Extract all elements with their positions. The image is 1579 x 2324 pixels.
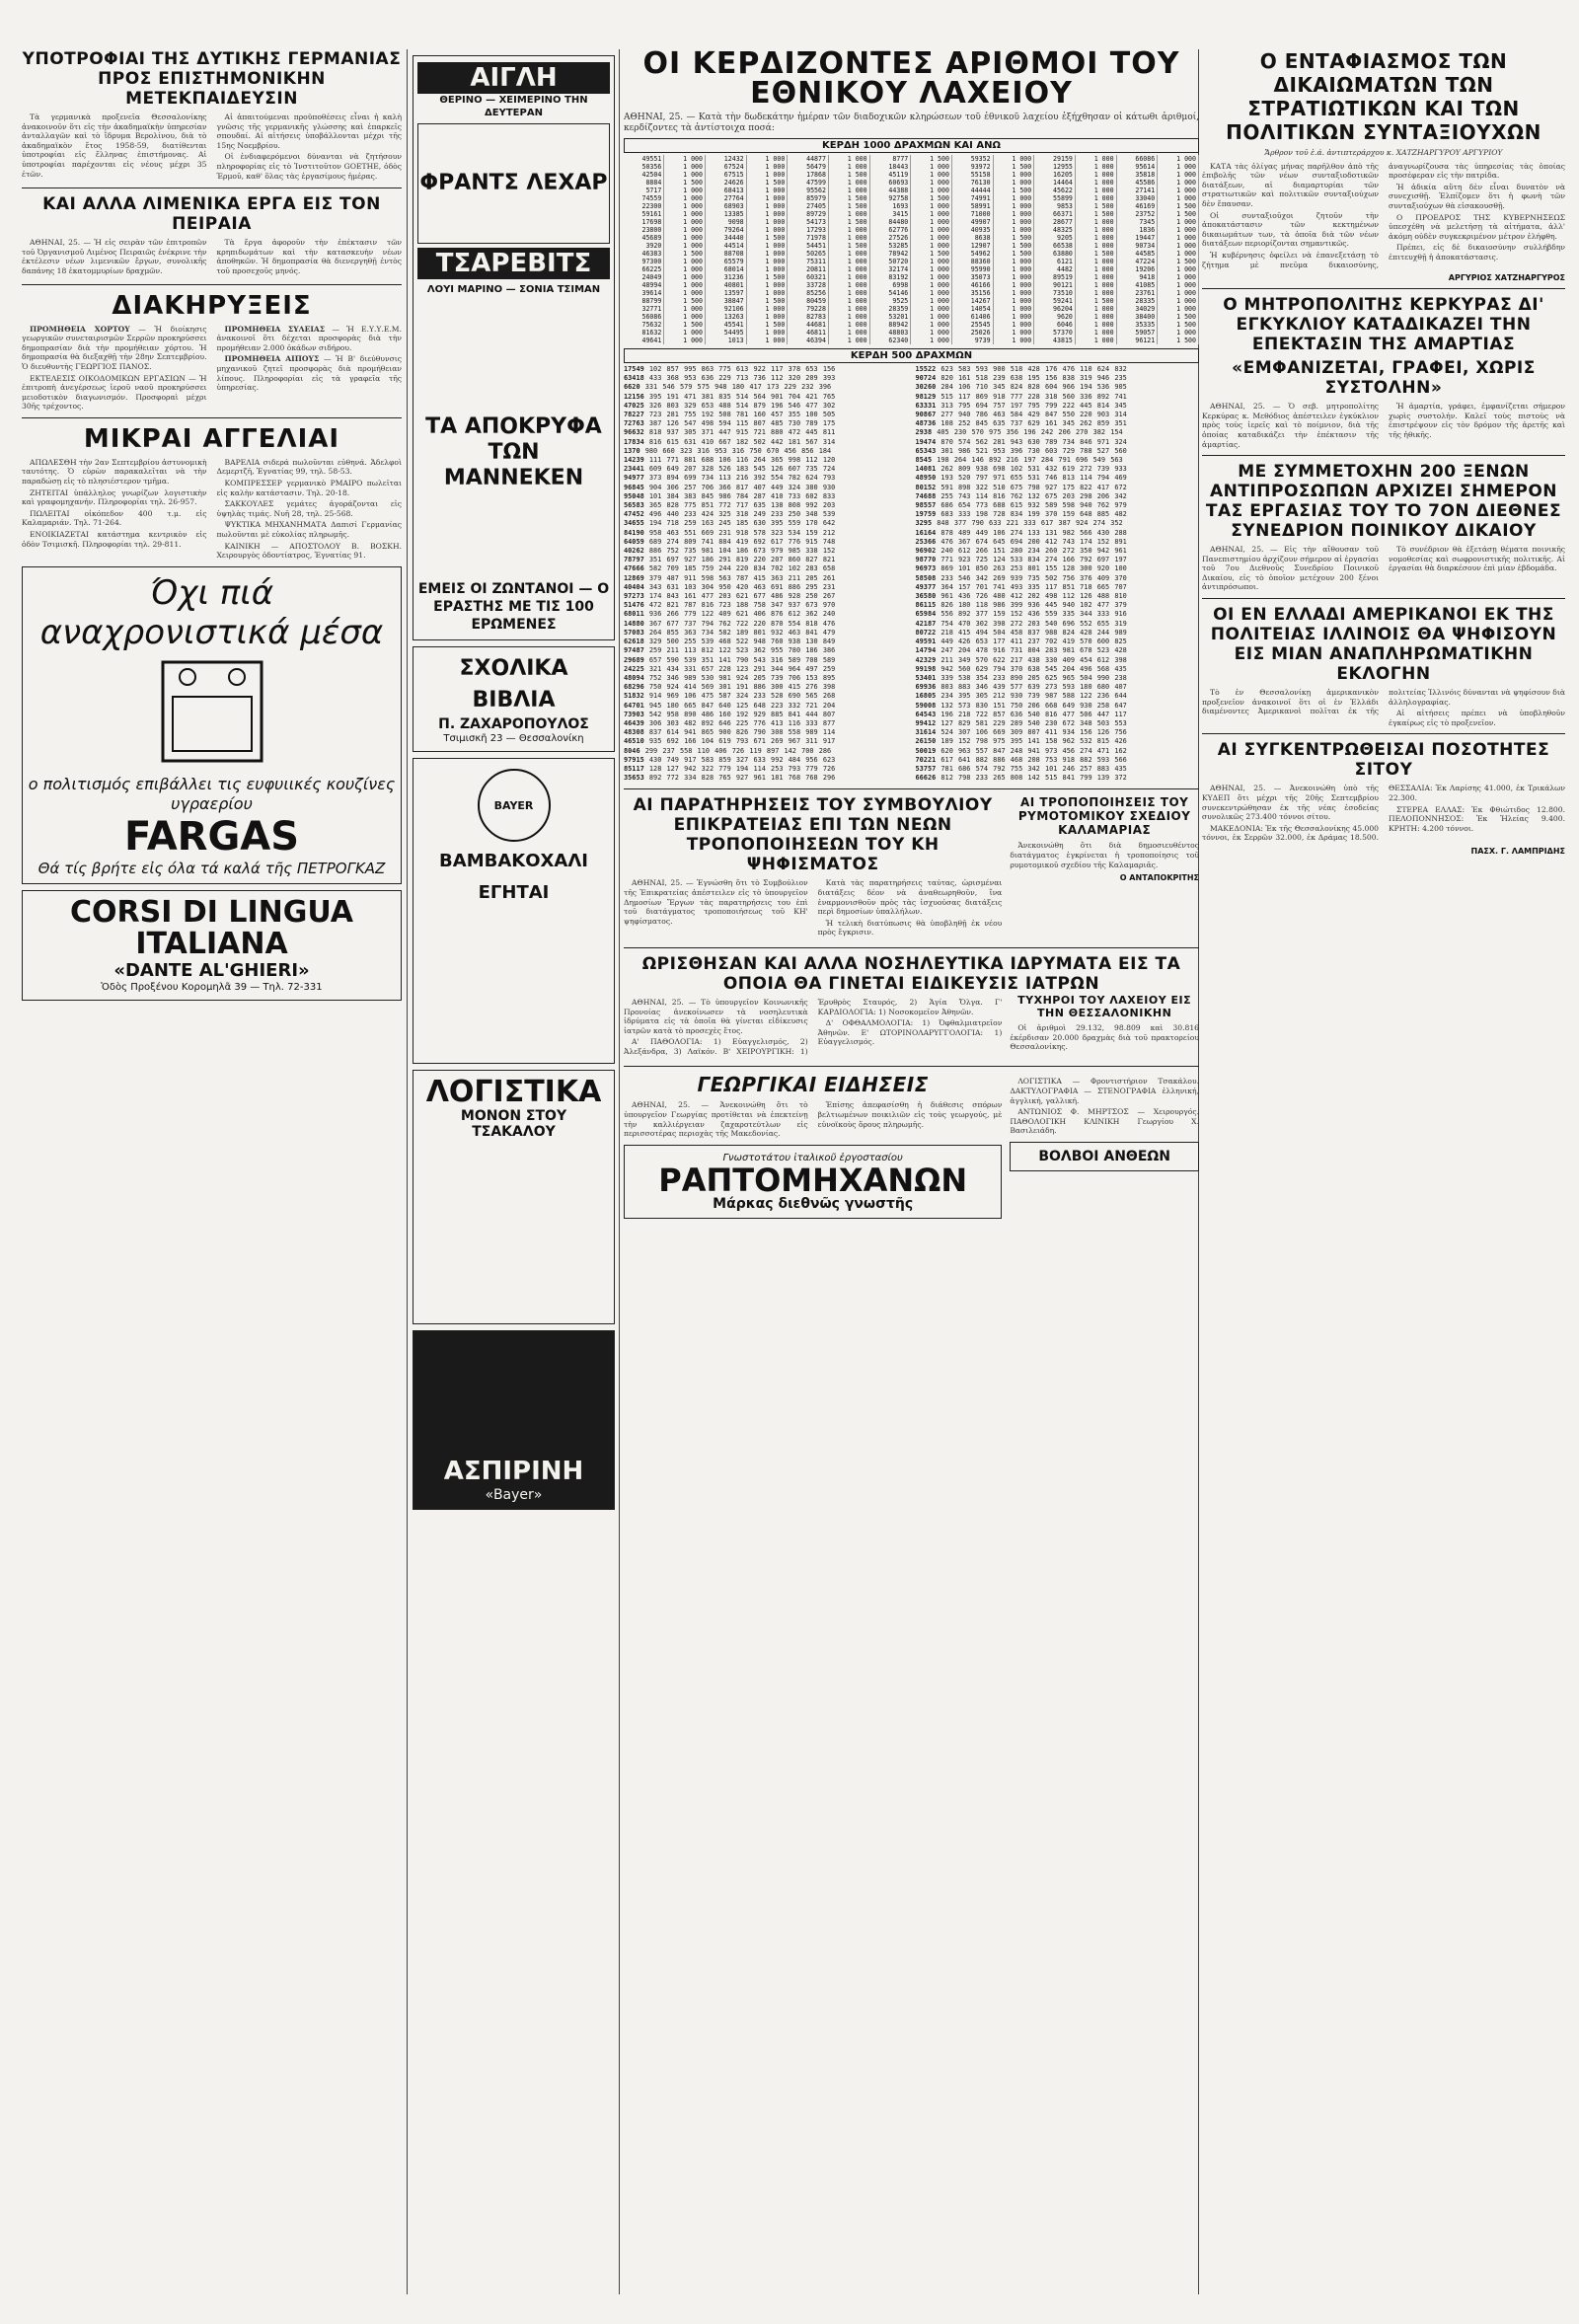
italian-address: Ὁδὸς Προξένου Κορομηλᾶ 39 — Τηλ. 72-331: [101, 981, 323, 993]
article-body: Τὸ ἐν Θεσσαλονίκῃ ἀμερικανικὸν προξενεῖον ἀνακοινοῖ ὅτι οἱ ἐν Ἑλλάδι διαμένοντες Ἀμερικανοὶ πολῖται ἐκ τῆς πολιτείας Ἰλλινόις δύνανται νὰ ψηφίσουν διὰ ἀλληλογραφίας. Αἱ αἰτήσεις πρέπει νὰ ὑποβληθοῦν ἐγκαίρως εἰς τὸ προξενεῖον.: [1202, 688, 1565, 727]
column-rule: [619, 49, 620, 2294]
article-body: ΑΘΗΝΑΙ, 25. — Ἀνεκοινώθη ὅτι τὸ ὑπουργεῖον Γεωργίας προτίθεται νὰ ἐπεκτείνῃ τὴν καλλιέργειαν ζαχαροτεύτλων εἰς περισσοτέρας περιοχὰς τῆς Μακεδονίας. Ἐπίσης ἀπεφασίσθη ἡ διάθεσις σπόρων βελτιωμένων ποικιλιῶν εἰς τοὺς γεωργούς, μὲ εὐνοϊκοὺς ὅρους πληρωμῆς.: [624, 1100, 1003, 1139]
signature: ΠΑΣΧ. Γ. ΛΑΜΠΡΙΔΗΣ: [1470, 847, 1565, 856]
lottery-intro: ΑΘΗΝΑΙ, 25. — Κατὰ τὴν δωδεκάτην ἡμέραν τῶν διαδοχικῶν κληρώσεων τοῦ ἐθνικοῦ λαχείου ἐξήχθησαν οἱ κάτωθι ἀριθμοί, κερδίζοντες τὰ ἀντίστοιχα ποσά:: [624, 112, 1199, 133]
headline-kalamaria: ΑΙ ΤΡΟΠΟΠΟΙΗΣΕΙΣ ΤΟΥ ΡΥΜΟΤΟΜΙΚΟΥ ΣΧΕΔΙΟΥ ΚΑΛΑΜΑΡΙΑΣ: [1017, 795, 1191, 838]
article-body: ΑΘΗΝΑΙ, 25. — Ὁ σεβ. μητροπολίτης Κερκύρας κ. Μεθόδιος ἀπέστειλεν ἐγκύκλιον πρὸς τοὺς ἱερεῖς καὶ τὸ ποίμνιον, διὰ τῆς ὁποίας καταδικάζει τὴν ἐπέκτασιν τῆς ἁμαρτίας. Ἡ ἁμαρτία, γράφει, ἐμφανίζεται σήμερον χωρὶς συστολήν. Καλεῖ τοὺς πιστοὺς νὰ ἐπιστρέψουν εἰς τὸν δρόμον τῆς ἀρετῆς καὶ τῆς ἠθικῆς.: [1202, 402, 1565, 449]
section-announcements: ΔΙΑΚΗΡΥΞΕΙΣ: [112, 290, 312, 321]
italian-title: CORSI DI LINGUA ITALIANA: [69, 894, 353, 961]
headline-metropolitan-quote: «ΕΜΦΑΝΙΖΕΤΑΙ, ΓΡΑΦΕΙ, ΧΩΡΙΣ ΣΥΣΤΟΛΗΝ»: [1232, 358, 1536, 399]
article-body: ΑΘΗΝΑΙ, 25. — Ἐγνώσθη ὅτι τὸ Συμβούλιον τῆς Ἐπικρατείας ἀπέστειλεν εἰς τὸ ὑπουργεῖον Δημοσίων Ἔργων τὰς παρατηρήσεις του ἐπὶ τοῦ διατάγματος τροποποιήσεως τοῦ ΚΗ' ψηφίσματος. Κατὰ τὰς παρατηρήσεις ταύτας, ὡρισμέναι διατάξεις δέον νὰ ἀναθεωρηθοῦν, ἵνα ἐναρμονισθοῦν πρὸς τὰς ἰσχυούσας διατάξεις περὶ δημοσίων ὑπαλλήλων. Ἡ τελικὴ διατύπωσις θὰ ὑποβληθῇ ἐκ νέου πρὸς ἔγκρισιν.: [624, 878, 1003, 937]
fargas-brand: FARGAS: [123, 813, 300, 860]
accounting-subtitle: ΜΟΝΟΝ ΣΤΟΥ ΤΣΑΚΑΛΟΥ: [460, 1108, 567, 1140]
headline-piraeus: ΚΑΙ ΑΛΛΑ ΛΙΜΕΝΙΚΑ ΕΡΓΑ ΕΙΣ ΤΟΝ ΠΕΙΡΑΙΑ: [42, 194, 381, 235]
aspirin-title: ΑΣΠΙΡΙΝΗ: [443, 1457, 584, 1486]
sewing-pre: Γνωστοτάτου ἰταλικοῦ ἐργοστασίου: [722, 1152, 903, 1163]
accounting-ad: [413, 1070, 615, 1324]
books-address: Τσιμισκῆ 23 — Θεσσαλονίκη: [443, 733, 584, 744]
article-body: ΑΘΗΝΑΙ, 25. — Ἀνεκοινώθη ὑπὸ τῆς ΚΥΔΕΠ ὅτι μέχρι τῆς 20ῆς Σεπτεμβρίου συνεκεντρώθησαν ἐκ τῆς νέας ἐσοδείας συνολικῶς 273.400 τόννοι σίτου. ΜΑΚΕΔΟΝΙΑ: Ἐκ τῆς Θεσσαλονίκης 45.000 τόννοι, ἐκ Σερρῶν 32.000, ἐκ Δράμας 18.500. ΘΕΣΣΑΛΙΑ: Ἐκ Λαρίσης 41.000, ἐκ Τρικάλων 22.300. ΣΤΕΡΕΑ ΕΛΛΑΣ: Ἐκ Φθιώτιδος 12.800. ΠΕΛΟΠΟΝΝΗΣΟΣ: Ἐκ Ἠλείας 9.400. ΚΡΗΤΗ: 4.200 τόννοι.: [1202, 784, 1565, 843]
bayer-cross-icon: BAYER: [478, 769, 551, 842]
accounting-title: ΛΟΓΙΣΤΙΚΑ: [425, 1075, 602, 1109]
headline-agriculture: ΓΕΩΡΓΙΚΑΙ ΕΙΔΗΣΕΙΣ: [697, 1073, 929, 1097]
article-body: Οἱ ἀριθμοὶ 29.132, 98.809 καὶ 30.816 ἐκέρδισαν 20.000 δραχμὰς διὰ τοῦ πρακτορείου Θεσσαλονίκης.: [1010, 1022, 1199, 1052]
italian-subtitle: «DANTE AL'GHIERI»: [113, 959, 310, 981]
lottery-headline: ΟΙ ΚΕΡΔΙΖΟΝΤΕΣ ΑΡΙΘΜΟΙ ΤΟΥ ΕΘΝΙΚΟΥ ΛΑΧΕΙΟΥ: [642, 46, 1180, 111]
cinema-title: ΑΙΓΛΗ: [417, 62, 610, 94]
headline-congress: ΜΕ ΣΥΜΜΕΤΟΧΗΝ 200 ΞΕΝΩΝ ΑΝΤΙΠΡΟΣΩΠΩΝ ΑΡΧΙΖΕΙ ΣΗΜΕΡΟΝ ΤΑΣ ΕΡΓΑΣΙΑΣ ΤΟΥ ΤΟ 7ΟΝ ΔΙΕΘΝΕΣ ΣΥΝΕΔΡΙΟΝ ΠΟΙΝΙΚΟΥ ΔΙΚΑΙΟΥ: [1205, 462, 1562, 542]
fargas-tagline: Όχι πιά αναχρονιστικά μέσα: [39, 572, 384, 652]
sewing-sub: Μάρκας διεθνῶς γνωστῆς: [713, 1195, 914, 1212]
cinema-subtitle: ΘΕΡΙΝΟ — ΧΕΙΜΕΡΙΝΟ ΤΗΝ ΔΕΥΤΕΡΑΝ: [439, 95, 588, 118]
headline-metropolitan: Ο ΜΗΤΡΟΠΟΛΙΤΗΣ ΚΕΡΚΥΡΑΣ ΔΙ' ΕΓΚΥΚΛΙΟΥ ΚΑΤΑΔΙΚΑΖΕΙ ΤΗΝ ΕΠΕΚΤΑΣΙΝ ΤΗΣ ΑΜΑΡΤΙΑΣ: [1223, 295, 1544, 355]
sewing-machines-ad: [624, 1145, 1002, 1219]
stove-illustration-icon: [143, 652, 281, 771]
article-body: ΑΘΗΝΑΙ, 25. — Ἡ εἰς σειρὰν τῶν ἐπιτροπῶν τοῦ Ὀργανισμοῦ Λιμένος Πειραιῶς ἐνέκρινε τὴν ἐκτέλεσιν νέων λιμενικῶν ἔργων, συνολικῆς δαπάνης 18 ἑκατομμυρίων δραχμῶν. Τὰ ἔργα ἀφοροῦν τὴν ἐπέκτασιν τῶν κρηπιδωμάτων καὶ τὴν κατασκευὴν νέων ἀποθηκῶν. Ἡ δημοπρασία θὰ διενεργηθῇ ἐντὸς τοῦ προσεχοῦς μηνός.: [22, 238, 402, 275]
books-seller: Π. ΖΑΧΑΡΟΠΟΥΛΟΣ: [438, 716, 589, 732]
signature: Ο ΑΝΤΑΠΟΚΡΙΤΗΣ: [1119, 873, 1199, 883]
article-body: Ἀνεκοινώθη ὅτι διὰ δημοσιευθέντος διατάγματος ἐγκρίνεται ἡ τροποποίησις τοῦ ρυμοτομικοῦ σχεδίου τῆς Καλαμαριᾶς.: [1010, 841, 1199, 869]
article-body: ΑΘΗΝΑΙ, 25. — Εἰς τὴν αἴθουσαν τοῦ Πανεπιστημίου ἀρχίζουν σήμερον αἱ ἐργασίαι τοῦ 7ου Διεθνοῦς Συνεδρίου Ποινικοῦ Δικαίου, εἰς τὸ ὁποῖον μετέχουν 200 ξένοι ἀντιπρόσωποι. Τὸ συνέδριον θὰ ἐξετάσῃ θέματα ποινικῆς νομοθεσίας καὶ σωφρονιστικῆς πολιτικῆς. Αἱ ἐργασίαι θὰ διαρκέσουν ἐπὶ μίαν ἑβδομάδα.: [1202, 545, 1565, 592]
aspirin-brand: «Bayer»: [485, 1487, 543, 1503]
cinema-star: ΦΡΑΝΤΣ ΛΕΧΑΡ: [419, 171, 608, 195]
fargas-ad: [22, 566, 402, 884]
lottery-section-1000: ΚΕΡΔΗ 1000 ΔΡΑΧΜΩΝ ΚΑΙ ΑΝΩ: [624, 138, 1199, 153]
headline-council: ΑΙ ΠΑΡΑΤΗΡΗΣΕΙΣ ΤΟΥ ΣΥΜΒΟΥΛΙΟΥ ΕΠΙΚΡΑΤΕΙΑΣ ΕΠΙ ΤΩΝ ΝΕΩΝ ΤΡΟΠΟΠΟΙΗΣΕΩΝ ΤΟΥ ΚΗ ΨΗΦΙΣΜΑΤΟΣ: [633, 795, 993, 875]
italian-courses-ad: [22, 890, 402, 1001]
section-classifieds: ΜΙΚΡΑΙ ΑΓΓΕΛΙΑΙ: [83, 423, 340, 454]
cinema-aigli-ad: [413, 55, 615, 640]
cinema-cast: ΛΟΥΙ ΜΑΡΙΝΟ — ΣΟΝΙΑ ΤΣΙΜΑΝ: [426, 284, 601, 295]
bayer-ad: [413, 758, 615, 1064]
headline-illinois: ΟΙ ΕΝ ΕΛΛΑΔΙ ΑΜΕΡΙΚΑΝΟΙ ΕΚ ΤΗΣ ΠΟΛΙΤΕΙΑΣ ΙΛΛΙΝΟΙΣ ΘΑ ΨΗΦΙΣΟΥΝ ΕΙΣ ΜΙΑΝ ΑΝΑΠΛΗΡΩΜΑΤΙΚΗΝ ΕΚΛΟΓΗΝ: [1210, 605, 1557, 685]
books-title: ΣΧΟΛΙΚΑ ΒΙΒΛΙΑ: [459, 656, 568, 712]
school-books-ad: [413, 646, 615, 752]
bulbs-ad: [1010, 1142, 1199, 1171]
headline-scholarships: ΥΠΟΤΡΟΦΙΑΙ ΤΗΣ ΔΥΤΙΚΗΣ ΓΕΡΜΑΝΙΑΣ ΠΡΟΣ ΕΠΙΣΤΗΜΟΝΙΚΗΝ ΜΕΤΕΚΠΑΙΔΕΥΣΙΝ: [22, 49, 402, 109]
cinema-film: ΤΣΑΡΕΒΙΤΣ: [417, 248, 610, 279]
headline-wheat: ΑΙ ΣΥΓΚΕΝΤΡΩΘΕΙΣΑΙ ΠΟΣΟΤΗΤΕΣ ΣΙΤΟΥ: [1217, 740, 1550, 781]
classifieds-body: ΑΠΩΛΕΣΘΗ τὴν 2αν Σεπτεμβρίου ἀστυνομικὴ ταυτότης. Ὁ εὑρὼν παρακαλεῖται νὰ τὴν παραδώσῃ εἰς τὸ πλησιέστερον τμῆμα. ΖΗΤΕΙΤΑΙ ὑπάλληλος γνωρίζων λογιστικὴν καὶ γραφομηχανήν. Πληροφορίαι τηλ. 26-957. ΠΩΛΕΙΤΑΙ οἰκόπεδον 400 τ.μ. εἰς Καλαμαριάν. Τηλ. 71-264. ΕΝΟΙΚΙΑΖΕΤΑΙ κατάστημα κεντρικὸν εἰς ὁδὸν Τσιμισκῆ. Πληροφορίαι τηλ. 29-811. ΒΑΡΕΛΙΑ σιδερά πωλοῦνται εὐθηνά. Ἀδελφοὶ Δεμερτζῆ, Ἐγνατίας 99, τηλ. 58-53. ΚΟΜΠΡΕΣΣΕΡ γερμανικὸ ΡΜΑΙΡΟ πωλεῖται εἰς καλὴν κατάστασιν. Τηλ. 20-18. ΣΑΚΚΟΥΛΕΣ γεμάτες ἀγοράζονται εἰς ὑψηλὰς τιμάς. Νυῆ 28, τηλ. 25-568. ΨΥΚΤΙΚΑ ΜΗΧΑΝΗΜΑΤΑ Δαπισί Γερμανίας πωλοῦνται μὲ εὐκολίας πληρωμῆς. ΚΑΙΝΙΚΗ — ΑΠΟΣΤΟΛΟΥ Β. ΒΟΣΚΗ. Χειρουργὸς ὀδοντίατρος, Ἐγνατίας 91.: [22, 457, 402, 561]
headline-pensioners: Ο ΕΝΤΑΦΙΑΣΜΟΣ ΤΩΝ ΔΙΚΑΙΩΜΑΤΩΝ ΤΩΝ ΣΤΡΑΤΙΩΤΙΚΩΝ ΚΑΙ ΤΩΝ ΠΟΛΙΤΙΚΩΝ ΣΥΝΤΑΞΙΟΥΧΩΝ: [1226, 49, 1541, 144]
lottery-table-1000: 49551 1 000 12432 1 000 44877 1 000 8777 1 500 59352 1 000 29159 1 000 66086 1 000 50356 1 000 67524 1 000 56479 1 000 18443 1 000 93972 1 500 12955 1 000 95614 1 000 42504 1 000 67515 1 000 17868 1 500 45119 1 000 55158 1 000 16205 1 000 35818 1 000 8884 1 500 24626 1 500 47599 1 000 60693 1 000 76130 1 000 14464 1 000 45586 1 000 5717 1 000 68413 1 000 95562 1 000 44388 1 000 44444 1 500 45622 1 000 27141 1 000 74559 1 000 27764 1 000 85979 1 500 92758 1 500 74991 1 000 55899 1 000 33040 1 000 22300 1 000 68903 1 000 27405 1 500 1693 1 000 58991 1 000 9853 1 500 46169 1 500 59161 1 000 13385 1 000 89729 1 000 3415 1 000 71000 1 000 66371 1 500 23752 1 500 17698 1 000 9098 1 000 54173 1 500 84480 1 000 49907 1 000 28677 1 000 7345 1 000 23800 1 000 79264 1 000 17293 1 000 62776 1 000 40935 1 000 48325 1 000 1836 1 000 45689 1 000 34440 1 500 71978 1 000 27526 1 000 8638 1 500 9205 1 000 19447 1 000 3920 1 000 44514 1 000 54451 1 500 53285 1 000 12907 1 500 66538 1 000 90734 1 000 46383 1 500 88708 1 000 50265 1 000 78942 1 500 54962 1 500 63880 1 500 44585 1 000 97300 1 000 65579 1 000 75311 1 000 50720 1 000 88360 1 000 6121 1 000 47224 1 500 66225 1 000 68014 1 000 20811 1 000 32174 1 000 95990 1 000 4482 1 000 19206 1 000 24049 1 000 31236 1 500 60321 1 000 83192 1 000 35073 1 000 89519 1 000 9418 1 000 48994 1 000 40801 1 000 33728 1 000 6998 1 000 46166 1 000 90121 1 000 41085 1 000 39614 1 000 13597 1 000 85256 1 000 54146 1 000 35156 1 000 73510 1 000 23761 1 000 88799 1 500 38847 1 500 80459 1 000 9525 1 000 14267 1 000 59241 1 500 28335 1 000 32771 1 000 92106 1 000 79228 1 000 28359 1 000 14054 1 000 96204 1 000 34029 1 000 56086 1 000 13263 1 000 82783 1 000 53201 1 000 61406 1 000 9620 1 000 38400 1 500 75632 1 500 45541 1 500 44681 1 000 88942 1 000 25545 1 000 6046 1 000 35335 1 500 81632 1 000 54495 1 000 46811 1 000 48803 1 000 25026 1 000 57370 1 000 59057 1 000 49641 1 000 1013 1 000 46394 1 000 62340 1 000 9739 1 000 43815 1 000 96121 1 500: [624, 155, 1199, 344]
column-2: [413, 49, 615, 1516]
column-4: [1202, 49, 1565, 858]
column-3: [624, 46, 1199, 1225]
fargas-footer: Θά τίς βρήτε εἰς όλα τά καλά τῆς ΠΕΤΡΟΓΚΑΖ: [38, 859, 386, 877]
bulbs-title: ΒΟΛΒΟΙ ΑΝΘΕΩΝ: [1038, 1149, 1171, 1165]
fargas-subline: ο πολιτισμός επιβάλλει τις ευφυιικές κουζίνες υγραερίου: [28, 774, 396, 813]
byline: Ἄρθρον τοῦ ἐ.ά. ἀντιπτεράρχου κ. ΧΑΤΖΗΑΡΓΥΡΟΥ ΑΡΓΥΡΙΟΥ: [1264, 148, 1503, 157]
lottery-section-500: ΚΕΡΔΗ 500 ΔΡΑΧΜΩΝ: [624, 348, 1199, 363]
column-rule: [407, 49, 408, 2294]
article-body: ΑΘΗΝΑΙ, 25. — Τὸ ὑπουργεῖον Κοινωνικῆς Προνοίας ἀνεκοίνωσεν τὰ νοσηλευτικὰ ἱδρύματα εἰς τὰ ὁποῖα θὰ γίνεται εἰδίκευσις ἰατρῶν κατὰ τὸ προσεχὲς ἔτος. Α' ΠΑΘΟΛΟΓΙΑ: 1) Εὐαγγελισμός, 2) Ἀλεξάνδρα, 3) Λαϊκόν. Β' ΧΕΙΡΟΥΡΓΙΚΗ: 1) Ἐρυθρὸς Σταυρός, 2) Ἁγία Ὄλγα. Γ' ΚΑΡΔΙΟΛΟΓΙΑ: 1) Νοσοκομεῖον Ἀθηνῶν. Δ' ΟΦΘΑΛΜΟΛΟΓΙΑ: 1) Ὀφθαλμιατρεῖον Ἀθηνῶν. Ε' ΩΤΟΡΙΝΟΛΑΡΥΓΓΟΛΟΓΙΑ: 1) Εὐαγγελισμός.: [624, 997, 1003, 1056]
bayer-product: ΒΑΜΒΑΚΟΧΑΛΙ ΕΓΗΤΑΙ: [439, 851, 588, 903]
sewing-title: ΡΑΠΤΟΜΗΧΑΝΩΝ: [658, 1161, 968, 1199]
aspirin-ad: [413, 1330, 615, 1510]
column-1: [22, 49, 402, 1007]
article-body: Τὰ γερμανικὰ προξενεῖα Θεσσαλονίκης ἀνακοινοῦν ὅτι εἰς τὴν ἀκαδημαϊκὴν ὑπηρεσίαν ἀνταλλαγῶν καὶ τὸ ἵδρυμα Βερολίνου, διὰ τὸ ἀκαδημαϊκὸν ἔτος 1958-59, διατίθενται ὑποτροφίαι εἰς ἕλληνας ἐπιστήμονας. Αἱ ὑποτροφίαι παρέχονται εἰς νέους μέχρι 35 ἐτῶν. Αἱ ἀπαιτούμεναι προϋποθέσεις εἶναι ἡ καλὴ γνῶσις τῆς γερμανικῆς γλώσσης καὶ ἐπαρκεῖς σπουδαί. Αἱ αἰτήσεις ὑποβάλλονται μέχρι τῆς 15ης Νοεμβρίου. Οἱ ἐνδιαφερόμενοι δύνανται νὰ ζητήσουν πληροφορίας εἰς τὸ Ἰνστιτοῦτον GOETHE, ὁδὸς Ἐρμοῦ, καθ' ὅλας τὰς ἐργασίμους ἡμέρας.: [22, 112, 402, 181]
cinema-feature-c: ΕΜΕΙΣ ΟΙ ΖΩΝΤΑΝΟΙ — Ο ΕΡΑΣΤΗΣ ΜΕ ΤΙΣ 100 ΕΡΩΜΕΝΕΣ: [417, 581, 610, 633]
cinema-feature-b: ΤΑ ΑΠΟΚΡΥΦΑ ΤΩΝ ΜΑΝΝΕΚΕΝ: [425, 414, 602, 490]
lottery-numbers-500: 17549 102 857 995 863 775 613 922 117 378 653 156 63418 433 368 953 636 229 713 736 112 320 209 393 6620 331 546 579 575 948 180 417 173 229 232 396 12156 395 191 471 381 835 514 564 901 704 421 765 47025 326 803 329 653 488 514 879 196 546 477 302 78227 723 281 755 192 508 781 160 457 355 100 505 72763 387 126 547 498 594 115 807 485 730 789 175 96632 818 937 305 371 447 915 721 880 472 445 811 17834 816 615 631 410 667 182 502 442 181 567 314 1370 980 660 323 316 953 316 750 670 456 856 184 14239 111 771 881 688 106 116 264 365 998 112 120 23441 609 649 207 328 526 183 545 126 607 735 724 94977 373 894 699 734 113 216 392 554 782 624 793 96845 904 306 257 706 366 817 407 449 324 380 930 95048 101 384 383 845 986 784 287 410 733 602 833 56583 365 828 775 851 772 717 635 138 808 992 203 47452 496 440 233 424 325 318 249 233 250 348 539 34655 194 718 259 163 245 185 630 395 559 170 642 84190 958 463 551 669 231 918 578 323 534 159 212 64059 689 274 809 741 884 419 692 617 776 915 748 40262 886 752 735 981 104 186 673 979 985 338 152 78797 351 697 927 186 291 819 220 207 860 827 821 47666 582 709 185 759 244 220 834 702 102 283 658 12869 379 487 911 598 563 787 415 363 211 205 261 40404 343 631 103 304 950 420 463 691 886 295 231 97273 174 843 161 477 203 621 677 486 928 250 267 51476 472 821 787 816 723 188 758 347 937 673 970 68011 936 266 779 122 409 621 406 876 612 362 240 14880 367 677 737 794 762 722 220 870 554 818 476 57083 264 855 363 734 582 189 801 932 463 841 479 62618 329 500 255 539 468 522 948 760 938 130 849 97487 259 211 113 812 122 523 362 955 780 186 386 29689 657 590 539 351 141 790 543 316 589 708 589 24225 321 434 331 657 228 123 291 344 964 497 259 48094 752 346 989 530 981 924 205 739 706 153 895 68296 750 924 414 569 301 191 886 300 415 276 398 51832 914 969 106 475 587 324 233 528 690 565 268 64701 945 180 665 847 640 125 648 223 332 721 204 73903 542 958 890 486 160 192 929 885 841 444 807 46439 306 303 482 892 646 225 776 413 116 333 877 48308 837 614 941 865 900 826 790 308 558 989 114 46510 935 692 166 104 619 793 671 269 967 311 917 8046 299 237 558 110 406 726 119 897 142 700 286 97915 430 749 917 583 859 327 633 992 484 956 623 85117 128 127 942 322 779 194 114 253 793 779 726 35653 892 772 334 828 765 927 961 181 768 768 296 15522 623 583 593 900 518 428 176 476 110 624 832 90724 820 161 518 239 638 195 156 838 319 946 235 30260 284 106 710 345 824 828 604 966 194 536 905 98129 515 117 869 918 777 228 318 560 336 892 741 63331 313 795 694 757 197 795 799 222 445 814 345 90867 277 940 786 463 584 429 847 550 220 903 314 48736 108 252 845 635 737 629 161 345 262 859 351 2938 405 230 570 975 356 196 242 206 270 382 154 19474 870 574 562 281 943 630 789 734 846 971 324 65343 301 986 521 953 396 730 603 729 788 527 560 8545 198 264 146 892 216 197 284 791 696 549 563 14081 262 809 938 698 102 531 432 619 272 739 933 48950 193 520 797 971 655 531 746 813 114 794 469 80152 591 898 322 510 675 798 927 175 822 417 672 74688 255 743 114 816 762 132 675 203 298 206 342 98557 686 654 773 688 615 932 589 598 940 762 979 19759 683 333 198 728 834 199 370 159 648 885 482 3295 848 377 790 633 221 333 617 387 924 274 352 16164 878 489 449 106 274 133 131 982 566 430 288 25366 476 367 674 645 694 200 412 743 174 152 891 96902 240 612 266 151 280 234 260 272 350 942 961 98770 771 923 725 124 533 834 274 166 792 697 197 96973 869 101 850 263 253 801 155 128 300 920 100 58508 233 546 342 269 939 735 502 756 376 409 370 49377 364 157 701 741 493 335 117 851 718 665 707 36580 961 436 726 480 412 202 498 112 126 488 810 86115 826 180 118 986 399 936 445 940 102 477 379 65984 556 892 377 159 152 436 559 335 344 333 916 42187 754 470 302 398 272 203 540 696 552 655 319 80722 218 415 494 504 458 837 988 824 428 244 989 49591 449 426 653 177 411 237 702 419 570 600 825 14794 247 204 478 916 731 804 283 981 678 523 428 42329 211 349 570 622 217 438 330 409 454 612 398 99198 942 560 629 794 370 638 545 204 496 568 435 53401 339 538 354 233 890 205 625 965 504 990 238 69936 803 883 346 439 577 639 273 593 180 680 407 16805 234 395 305 212 930 739 987 588 122 236 644 59008 132 573 830 151 750 206 668 649 930 258 647 64543 196 218 722 857 636 540 816 477 506 447 117 99412 127 829 581 229 289 540 230 672 348 503 553 31614 524 307 106 669 309 807 411 934 156 126 756 26150 189 152 798 975 395 141 158 962 532 815 426 50019 620 963 557 847 248 941 973 456 274 471 162 70221 617 641 882 886 468 208 753 918 882 593 566 53757 781 686 574 792 755 342 101 246 257 883 435 66626 812 798 233 265 808 142 515 841 799 139 372: [624, 365, 1127, 783]
headline-lottery-thessaloniki: ΤΥΧΗΡΟΙ ΤΟΥ ΛΑΧΕΙΟΥ ΕΙΣ ΤΗΝ ΘΕΣΣΑΛΟΝΙΚΗΝ: [1017, 993, 1192, 1019]
signature: ΑΡΓΥΡΙΟΣ ΧΑΤΖΗΑΡΓΥΡΟΣ: [1448, 273, 1565, 283]
article-body: ΚΑΤΑ τὰς ὀλίγας μήνας παρῆλθον ἀπὸ τῆς ἐπιβολῆς τῶν νέων συνταξιοδοτικῶν διατάξεων, αἱ διαμαρτυρίαι τῶν στρατιωτικῶν καὶ πολιτικῶν συνταξιούχων δὲν ἔπαυσαν. Οἱ συνταξιοῦχοι ζητοῦν τὴν ἀποκατάστασιν τῶν κεκτημένων δικαιωμάτων των, τὰ ὁποῖα διὰ τῶν νέων διατάξεων περιορίζονται σημαντικῶς. Ἡ κυβέρνησις ὀφείλει νὰ ἐπανεξετάσῃ τὸ ζήτημα μὲ πνεῦμα δικαιοσύνης, ἀναγνωρίζουσα τὰς ὑπηρεσίας τὰς ὁποίας προσέφεραν εἰς τὴν πατρίδα. Ἡ ἀδικία αὕτη δὲν εἶναι δυνατὸν νὰ συνεχισθῇ. Ἐλπίζομεν ὅτι ἡ φωνὴ τῶν συνταξιούχων θὰ εἰσακουσθῇ. Ο ΠΡΟΕΔΡΟΣ ΤΗΣ ΚΥΒΕΡΝΗΣΕΩΣ ὑπεσχέθη νὰ μελετήσῃ τὰ αἰτήματα, ἀλλ' ἀκόμη οὐδὲν συγκεκριμένον μέτρον ἐλήφθη. Πρέπει, εἰς δὲ δικαιοσύνην συλλήβδην ἐπιτευχθῇ ἡ ἀποκατάστασις.: [1202, 161, 1565, 269]
announcements-body: ΠΡΟΜΗΘΕΙΑ ΧΟΡΤΟΥ — Ἡ διοίκησις γεωργικῶν συνεταιρισμῶν Σερρῶν προκηρύσσει δημοπρασίαν διὰ τὴν προμήθειαν χόρτου. Ἡ δημοπρασία θὰ διεξαχθῇ τὴν 28ην Σεπτεμβρίου. Ὁ διευθυντὴς ΓΕΩΡΓΙΟΣ ΠΑΝΟΣ. ΕΚΤΕΛΕΣΙΣ ΟΙΚΟΔΟΜΙΚΩΝ ΕΡΓΑΣΙΩΝ — Ἡ ἐπιτροπὴ ἀνεγέρσεως ἱεροῦ ναοῦ προκηρύσσει μειοδοτικὸν διαγωνισμόν. Προσφοραὶ μέχρι 30ῆς τρέχοντος. ΠΡΟΜΗΘΕΙΑ ΣΥΛΕΙΑΣ — Ἡ Ε.Υ.Υ.Ε.Μ. ἀνακοινοῖ ὅτι δέχεται προσφορὰς διὰ τὴν προμήθειαν 2.000 ὀκάδων σιδήρου. ΠΡΟΜΗΘΕΙΑ ΑΙΠΟΥΣ — Ἡ Β' διεύθυνσις μηχανικοῦ ζητεῖ προσφορὰς διὰ προμήθειαν λίπους. Πληροφορίαι εἰς τὰ γραφεῖα τῆς ὑπηρεσίας.: [22, 324, 402, 412]
headline-hospitals: ΩΡΙΣΘΗΣΑΝ ΚΑΙ ΑΛΛΑ ΝΟΣΗΛΕΥΤΙΚΑ ΙΔΡΥΜΑΤΑ ΕΙΣ ΤΑ ΟΠΟΙΑ ΘΑ ΓΙΝΕΤΑΙ ΕΙΔΙΚΕΥΣΙΣ ΙΑΤΡΩΝ: [641, 953, 1181, 994]
small-ads-body: ΛΟΓΙΣΤΙΚΑ — Φροντιστήριον Τσακάλου. ΔΑΚΤΥΛΟΓΡΑΦΙΑ — ΣΤΕΝΟΓΡΑΦΙΑ ἑλληνική, ἀγγλική, γαλλική. ΑΝΤΩΝΙΟΣ Φ. ΜΗΡΤΣΟΣ — Χειρουργός. ΠΑΘΟΛΟΓΙΚΗ ΚΛΙΝΙΚΗ Γεωργίου Χ. Βασιλειάδη.: [1010, 1077, 1199, 1136]
